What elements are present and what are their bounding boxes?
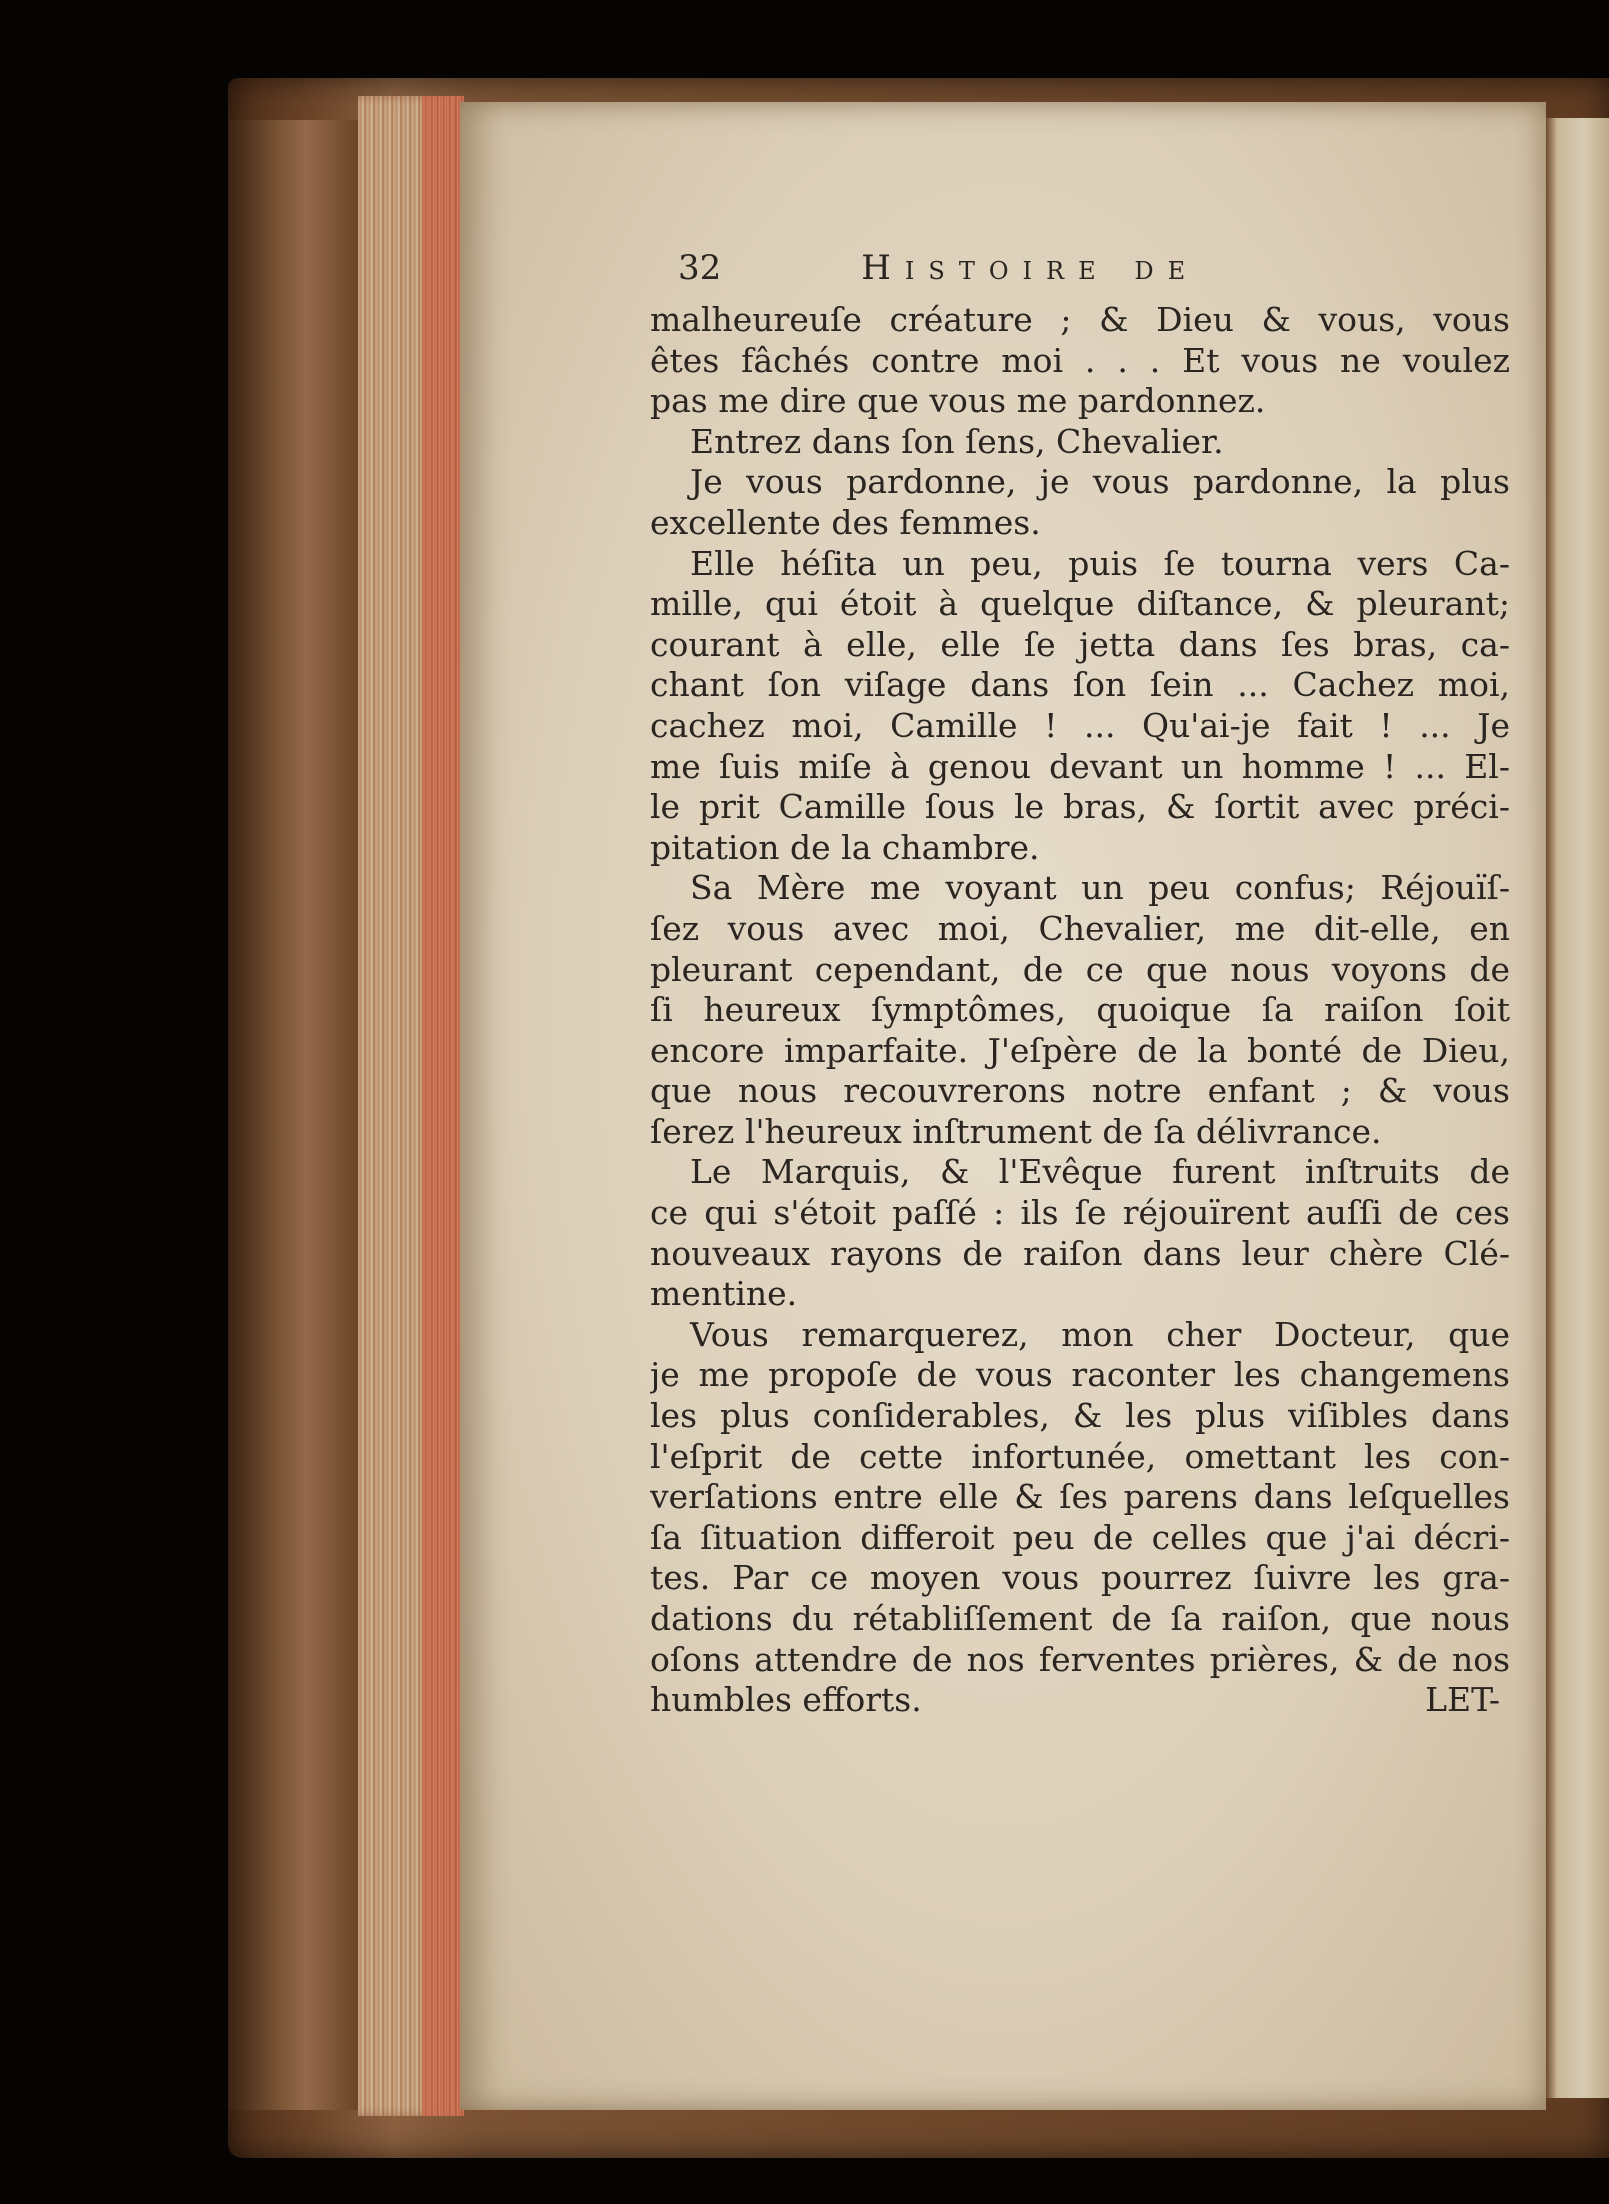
final-line-row bbox=[650, 1680, 1510, 1721]
text-line: oſons attendre de nos ferventes prières, & de nos bbox=[650, 1639, 1510, 1679]
text-line: nouveaux rayons de raiſon dans leur chère Clé- bbox=[650, 1233, 1510, 1273]
text-line: mentine. bbox=[650, 1274, 798, 1314]
text-line: ce qui s'étoit paſſé : ils ſe réjouïrent auſſi de ces bbox=[650, 1193, 1510, 1233]
body-text bbox=[650, 300, 1510, 1680]
text-line: que nous recouvrerons notre enfant ; & vous bbox=[650, 1071, 1510, 1111]
text-line: ſez vous avec moi, Chevalier, me dit-elle, en bbox=[650, 908, 1510, 948]
running-title: Histoire de bbox=[861, 248, 1200, 288]
text-line: Sa Mère me voyant un peu confus; Réjouïſ- bbox=[690, 868, 1510, 908]
text-line: mille, qui étoit à quelque diſtance, & pleurant; bbox=[650, 584, 1510, 624]
catchword: LET- bbox=[1425, 1680, 1500, 1720]
text-line: tes. Par ce moyen vous pourrez ſuivre les gra- bbox=[650, 1558, 1510, 1598]
running-head bbox=[678, 248, 1510, 300]
text-line: verſations entre elle & ſes parens dans leſquelles bbox=[650, 1477, 1510, 1517]
text-line: l'eſprit de cette infortunée, omettant les con- bbox=[650, 1436, 1510, 1476]
text-line: pleurant cependant, de ce que nous voyons de bbox=[650, 949, 1510, 989]
text-line: ſerez l'heureux inſtrument de ſa délivrance. bbox=[650, 1111, 1382, 1151]
text-line: dations du rétabliſſement de ſa raiſon, que nous bbox=[650, 1599, 1510, 1638]
text-line: courant à elle, elle ſe jetta dans ſes bras, ca- bbox=[650, 624, 1510, 664]
text-line: excellente des femmes. bbox=[650, 502, 1041, 542]
text-line: le prit Camille ſous le bras, & ſortit avec préci- bbox=[650, 787, 1510, 827]
text-line: Le Marquis, & l'Evêque furent inſtruits de bbox=[690, 1152, 1510, 1192]
text-line: Je vous pardonne, je vous pardonne, la plus bbox=[690, 462, 1510, 502]
page-text bbox=[650, 248, 1510, 1721]
text-line: cachez moi, Camille ! ... Qu'ai-je fait ! ... Je bbox=[650, 705, 1510, 745]
text-line: je me propoſe de vous raconter les changemens bbox=[650, 1355, 1510, 1395]
final-line: humbles efforts. bbox=[650, 1680, 922, 1720]
text-line: les plus conſiderables, & les plus viſibles dans bbox=[650, 1396, 1510, 1436]
text-line: Entrez dans ſon ſens, Chevalier. bbox=[690, 421, 1224, 461]
page-number: 32 bbox=[678, 248, 722, 288]
text-line: ſi heureux ſymptômes, quoique ſa raiſon ſoit bbox=[650, 990, 1510, 1030]
text-line: ſa ſituation differoit peu de celles que j'ai décri- bbox=[650, 1517, 1510, 1557]
text-line: Elle héſita un peu, puis ſe tourna vers Ca- bbox=[690, 543, 1510, 583]
text-line: êtes fâchés contre moi . . . Et vous ne voulez bbox=[650, 340, 1510, 380]
text-line: malheureuſe créature ; & Dieu & vous, vous bbox=[650, 300, 1510, 339]
text-line: pas me dire que vous me pardonnez. bbox=[650, 381, 1266, 421]
text-line: Vous remarquerez, mon cher Docteur, que bbox=[690, 1314, 1510, 1354]
facing-page-edge bbox=[1546, 118, 1609, 2098]
cover-turn-in bbox=[228, 120, 358, 2110]
text-line: encore imparfaite. J'eſpère de la bonté de Dieu, bbox=[650, 1030, 1510, 1070]
text-line: pitation de la chambre. bbox=[650, 827, 1040, 867]
text-line: chant ſon viſage dans ſon ſein ... Cachez moi, bbox=[650, 665, 1510, 705]
page-edges bbox=[358, 96, 464, 2116]
text-line: me ſuis miſe à genou devant un homme ! ... El- bbox=[650, 746, 1510, 786]
